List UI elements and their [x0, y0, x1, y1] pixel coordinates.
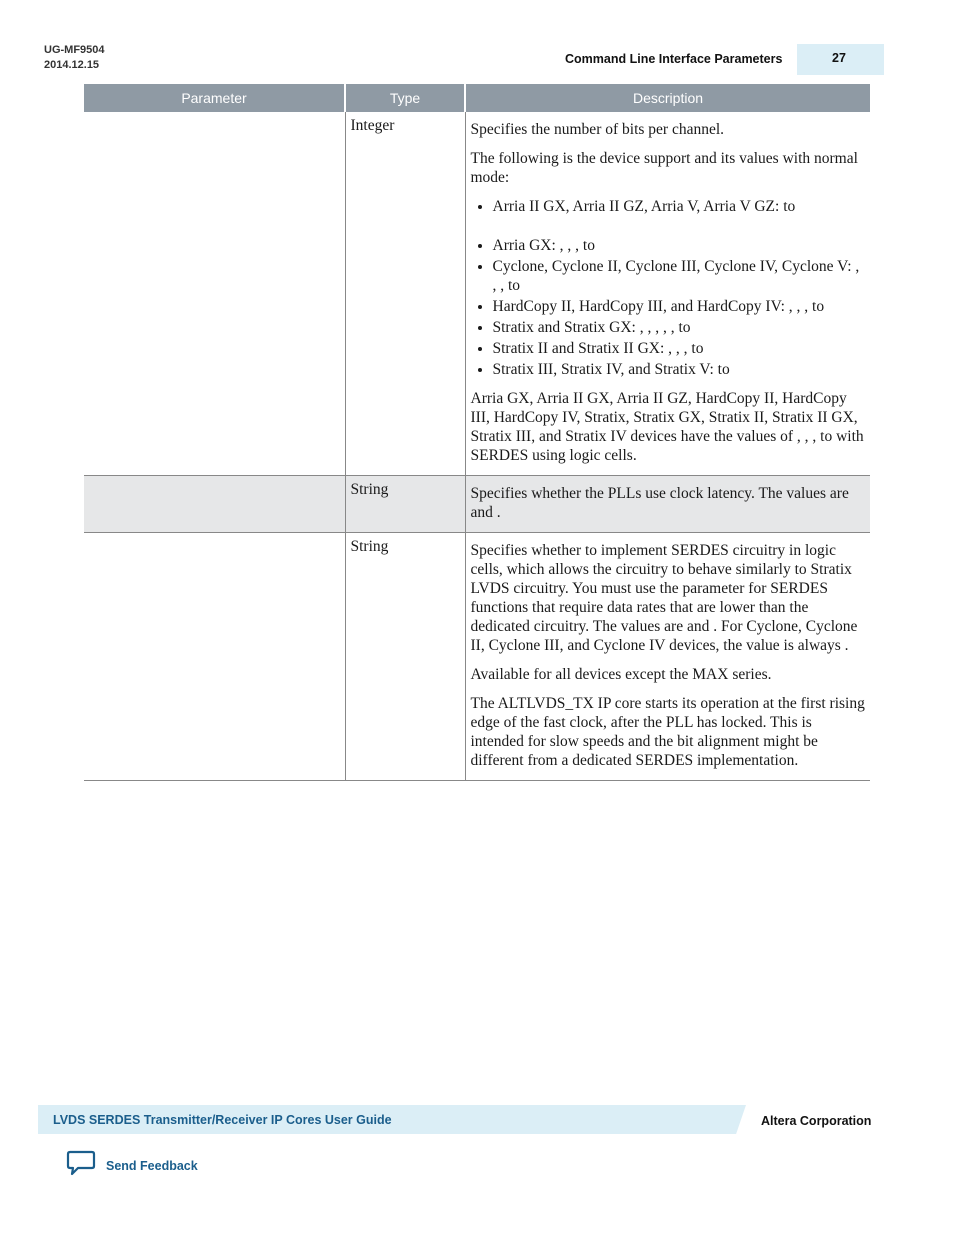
- speech-bubble-icon: [66, 1150, 96, 1181]
- send-feedback-label: Send Feedback: [106, 1158, 198, 1173]
- column-header-type: Type: [345, 84, 465, 112]
- table-row: [84, 112, 870, 476]
- parameter-cell: [84, 476, 345, 533]
- table-row: [84, 533, 870, 781]
- page-number: 27: [832, 51, 846, 65]
- type-cell: String: [345, 533, 465, 781]
- description-cell: [465, 112, 870, 476]
- table-row: [84, 476, 870, 533]
- description-paragraph: Specifies whether the PLLs use clock latency. The values are and .: [470, 485, 849, 521]
- list-item: • Stratix II and Stratix II GX: , , , to: [493, 339, 866, 358]
- description-paragraph: Arria GX, Arria II GX, Arria II GZ, HardCopy II, HardCopy III, HardCopy IV, Stratix, Stratix GX, Stratix II, Stratix II GX, Stratix III, and Stratix IV devices have the values of , , , to with SERDES using logic cells.: [470, 390, 864, 464]
- type-cell: String: [345, 476, 465, 533]
- list-item: • Stratix III, Stratix IV, and Stratix V: to: [493, 360, 866, 379]
- description-paragraph: Specifies whether to implement SERDES circuitry in logic cells, which allows the circuitry to behave similarly to Stratix LVDS circuitry. You must use the parameter for SERDES functions that require data rates that are lower than the dedicated circuitry. The values are and . For Cyclone, Cyclone II, Cyclone III, and Cyclone IV devices, the value is always .: [470, 542, 858, 654]
- list-item: • Cyclone, Cyclone II, Cyclone III, Cyclone IV, Cyclone V: , , , to: [493, 257, 866, 295]
- column-header-parameter: Parameter: [84, 84, 345, 112]
- section-title: Command Line Interface Parameters: [565, 52, 783, 66]
- parameter-table: [84, 84, 870, 781]
- description-paragraph: Available for all devices except the MAX series.: [470, 666, 772, 683]
- table-header-row: [84, 84, 870, 112]
- list-item: • Stratix and Stratix GX: , , , , , to: [493, 318, 866, 337]
- parameter-cell: [84, 112, 345, 476]
- description-paragraph: The following is the device support and its values with normal mode:: [470, 150, 858, 186]
- company-name: Altera Corporation: [761, 1114, 872, 1128]
- description-paragraph: Specifies the number of bits per channel.: [470, 121, 725, 138]
- doc-date: 2014.12.15: [44, 59, 100, 71]
- send-feedback-link[interactable]: [66, 1150, 198, 1181]
- guide-title-link[interactable]: LVDS SERDES Transmitter/Receiver IP Cores User Guide: [53, 1113, 392, 1127]
- list-item: • Arria GX: , , , to: [493, 236, 866, 255]
- type-cell: Integer: [345, 112, 465, 476]
- list-item: • Arria II GX, Arria II GZ, Arria V, Arria V GZ: to: [493, 197, 866, 216]
- parameter-cell: [84, 533, 345, 781]
- description-cell: [465, 533, 870, 781]
- description-paragraph: The ALTLVDS_TX IP core starts its operation at the first rising edge of the fast clock, after the PLL has locked. This is intended for slow speeds and the bit alignment might be different from a dedicated SERDES implementation.: [470, 695, 865, 769]
- doc-id: UG-MF9504: [44, 44, 105, 56]
- device-support-list: [471, 197, 866, 379]
- column-header-description: Description: [465, 84, 870, 112]
- doc-meta: [44, 43, 105, 73]
- list-item: • HardCopy II, HardCopy III, and HardCopy IV: , , , to: [493, 297, 866, 316]
- description-cell: [465, 476, 870, 533]
